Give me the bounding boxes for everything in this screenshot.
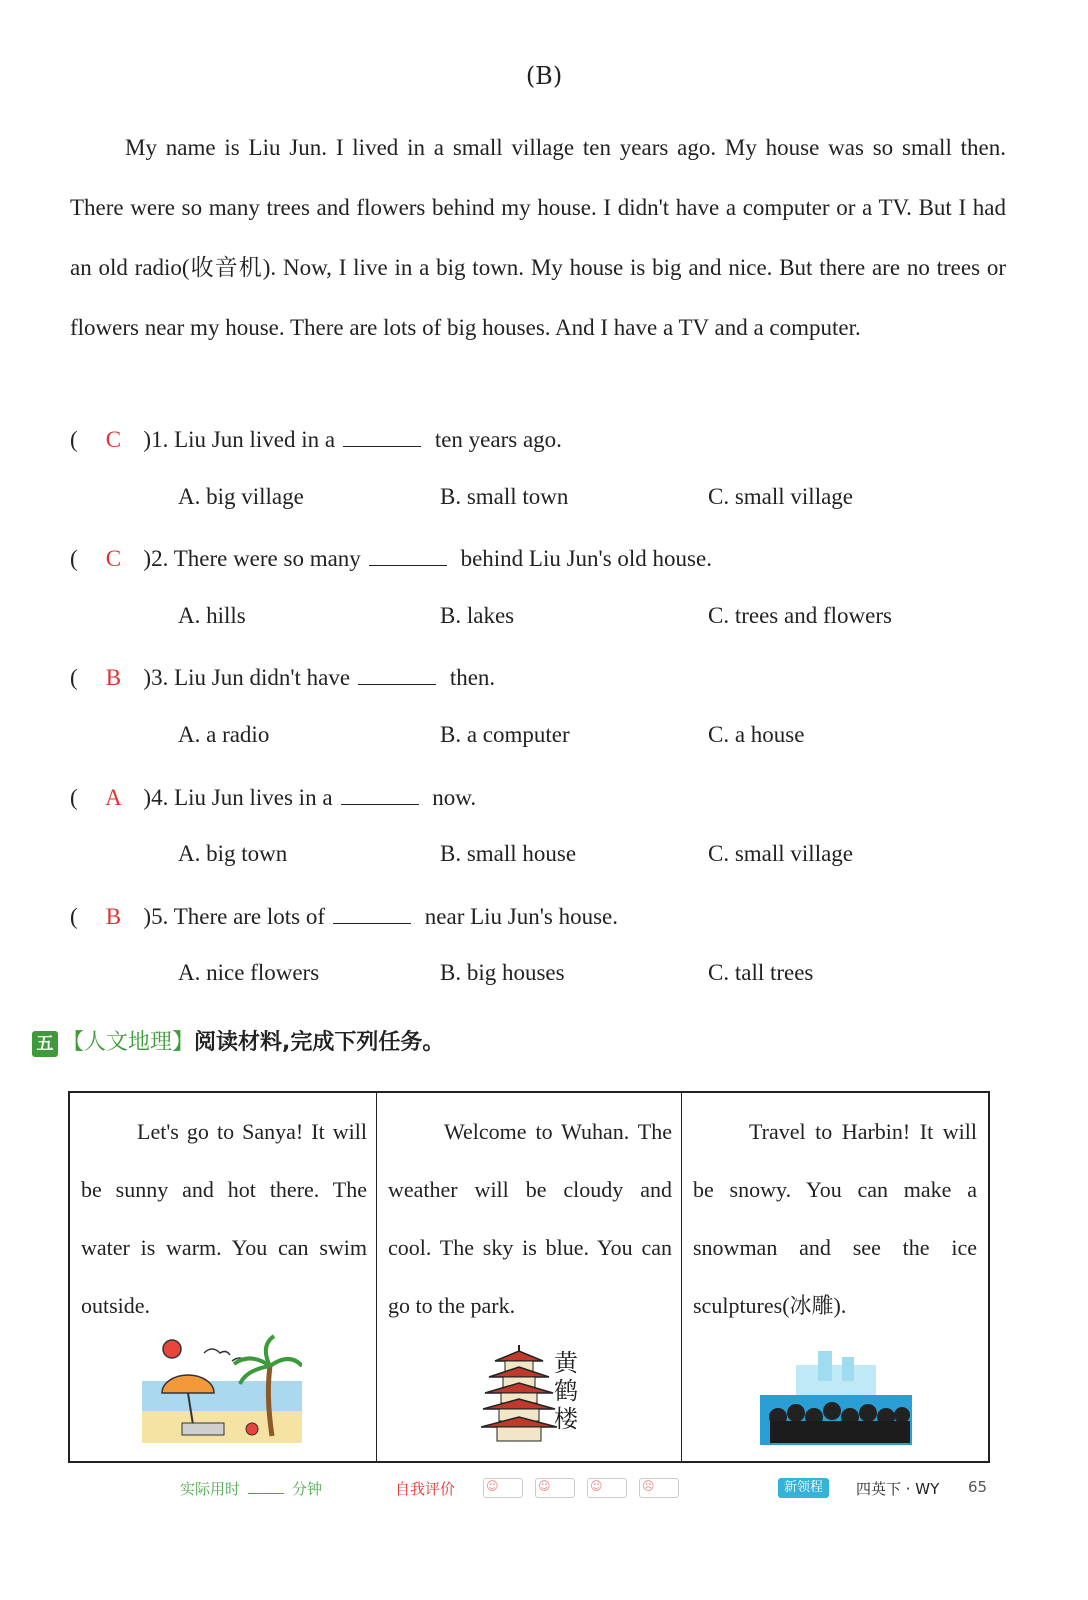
task-instruction: 阅读材料,完成下列任务。 — [194, 1030, 445, 1055]
options-2 — [70, 589, 1020, 649]
time-unit: 分钟 — [292, 1480, 323, 1498]
evaluation-faces — [483, 1478, 679, 1498]
answer-blank — [341, 782, 419, 805]
sad-face-icon[interactable]: ☹ — [639, 1478, 679, 1498]
question-text-end: then. — [449, 665, 496, 691]
question-number: 5. — [151, 903, 169, 929]
answer-mark: B — [105, 903, 122, 929]
answer-blank — [343, 424, 421, 447]
question-text: Liu Jun lives in a — [174, 784, 333, 810]
question-text: Liu Jun lived in a — [174, 427, 336, 452]
brand-badge: 新领程 — [778, 1478, 829, 1498]
card-text: Travel to Harbin! It will be snowy. You can make a snowman and see the ice sculptures(冰雕). — [693, 1119, 977, 1318]
pagoda-label: 黄鹤楼 — [554, 1349, 578, 1433]
answer-mark: A — [105, 784, 122, 810]
answer-blank — [369, 543, 447, 566]
question-number: 4. — [151, 784, 169, 810]
question-text-end: behind Liu Jun's old house. — [460, 546, 712, 572]
task-tag: 【人文地理】 — [62, 1030, 195, 1055]
options-5 — [70, 946, 1020, 1006]
question-number: 2. — [151, 546, 169, 572]
question-text: There are lots of — [173, 903, 326, 929]
self-evaluation-label: 自我评价 — [395, 1480, 456, 1498]
happy-face-icon[interactable]: ☺ — [483, 1478, 523, 1498]
option-c: C. a house — [708, 721, 805, 747]
option-a: A. a radio — [178, 721, 270, 747]
option-a: A. hills — [178, 602, 246, 628]
question-text-end: ten years ago. — [434, 427, 562, 452]
answer-blank — [358, 662, 436, 685]
question-text-end: near Liu Jun's house. — [424, 903, 619, 929]
reading-passage — [70, 118, 1006, 358]
time-used — [180, 1478, 322, 1499]
question-text: Liu Jun didn't have — [174, 665, 351, 691]
book-label: 四英下 · WY — [856, 1480, 940, 1498]
option-c: C. small village — [708, 483, 854, 509]
answer-blank — [333, 901, 411, 924]
card-sanya — [70, 1093, 377, 1461]
option-b: B. small house — [440, 841, 577, 867]
time-blank — [248, 1493, 284, 1494]
option-b: B. a computer — [440, 721, 570, 747]
option-b: B. big houses — [440, 960, 565, 986]
question-1: ( C )1. Liu Jun lived in a ten years ago. — [70, 410, 1020, 470]
page-footer — [0, 1478, 1088, 1508]
answer-mark: B — [105, 665, 122, 691]
question-3: ( B )3. Liu Jun didn't have then. — [70, 648, 1020, 708]
task-heading — [32, 1025, 444, 1057]
option-b: B. lakes — [440, 602, 515, 628]
travel-cards-table — [68, 1091, 990, 1463]
question-text-end: now. — [432, 784, 477, 810]
ice-sculpture-illustration — [756, 1347, 916, 1447]
question-number: 3. — [151, 665, 169, 691]
option-c: C. trees and flowers — [708, 602, 892, 628]
option-a: A. big town — [178, 841, 288, 867]
question-4: ( A )4. Liu Jun lives in a now. — [70, 768, 1020, 828]
options-3 — [70, 708, 1020, 768]
option-b: B. small town — [440, 483, 569, 509]
question-list — [70, 410, 1020, 1006]
beach-illustration — [142, 1331, 302, 1443]
option-c: C. tall trees — [708, 960, 814, 986]
card-text: Welcome to Wuhan. The weather will be cloudy and cool. The sky is blue. You can go to the park. — [388, 1119, 672, 1318]
answer-mark: C — [105, 427, 122, 452]
options-4 — [70, 827, 1020, 887]
task-number: 五 — [32, 1031, 58, 1057]
page-number: 65 — [968, 1478, 988, 1496]
card-text: Let's go to Sanya! It will be sunny and hot there. The water is warm. You can swim outside. — [81, 1119, 367, 1318]
neutral-face-icon[interactable]: ☺ — [535, 1478, 575, 1498]
question-text: There were so many — [173, 546, 361, 572]
option-c: C. small village — [708, 841, 854, 867]
section-title: (B) — [525, 62, 563, 90]
option-a: A. big village — [178, 483, 304, 509]
options-1 — [70, 470, 1020, 530]
answer-mark: C — [105, 546, 122, 572]
time-label: 实际用时 — [180, 1480, 241, 1498]
question-2: ( C )2. There were so many behind Liu Jun's old house. — [70, 529, 1020, 589]
passage-text: My name is Liu Jun. I lived in a small village ten years ago. My house was so small then. There were so many trees and flowers behind my house. I didn't have a computer or a TV. But I had an old radio(收音机). Now, I live in a big town. My house is big and nice. But there are no trees or flowers near my house. There are lots of big houses. And I have a TV and a computer. — [70, 135, 1006, 340]
option-a: A. nice flowers — [178, 960, 320, 986]
question-5: ( B )5. There are lots of near Liu Jun's house. — [70, 887, 1020, 947]
pagoda-illustration — [481, 1343, 557, 1443]
card-wuhan — [377, 1093, 682, 1461]
question-number: 1. — [151, 427, 169, 452]
card-harbin — [682, 1093, 986, 1461]
face-icon[interactable]: ☺ — [587, 1478, 627, 1498]
